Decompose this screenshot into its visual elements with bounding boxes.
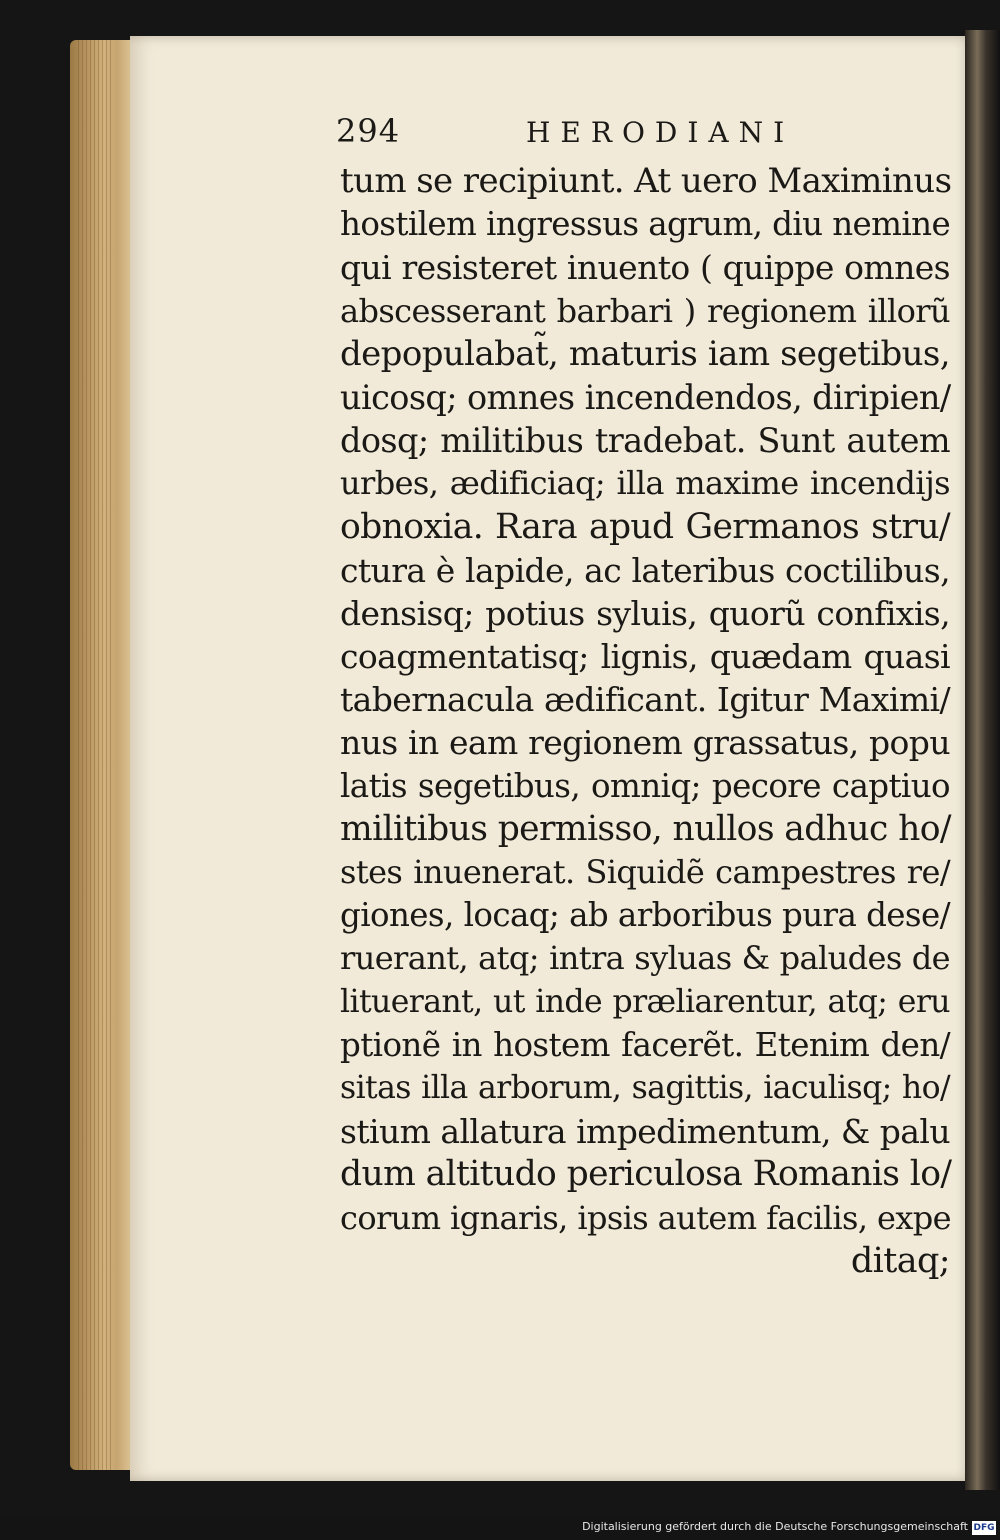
text-line: abscesserant barbari ) regionem illorũ <box>340 291 950 330</box>
text-line: hostilem ingressus agrum, diu nemine <box>340 205 951 244</box>
text-line: tabernacula ædificant. Igitur Maximi/ <box>340 680 950 720</box>
text-line: sitas illa arborum, sagittis, iaculisq; ho/ <box>340 1069 950 1106</box>
text-line: militibus permisso, nullos adhuc ho/ <box>340 808 951 849</box>
running-title: HERODIANI <box>526 116 795 149</box>
text-line: latis segetibus, omniq; pecore captiuo <box>340 766 950 805</box>
text-line: dosq; militibus tradebat. Sunt autem <box>340 421 950 461</box>
text-line: stium allatura impedimentum, & palu <box>340 1112 950 1152</box>
text-line: dum altitudo periculosa Romanis lo/ <box>340 1154 952 1195</box>
page-number: 294 <box>336 112 401 150</box>
text-line: stes inuenerat. Siquidẽ campestres re/ <box>340 853 950 891</box>
text-line: coagmentatisq; lignis, quædam quasi <box>340 637 950 677</box>
text-line: ruerant, atq; intra syluas & paludes de <box>340 939 950 978</box>
text-line: tum se recipiunt. At uero Maximinus <box>340 161 952 201</box>
text-line: ctura è lapide, ac lateribus coctilibus, <box>340 550 950 590</box>
text-line: ptionẽ in hostem facerẽt. Etenim den/ <box>340 1025 950 1064</box>
catchword: ditaq; <box>850 1240 950 1281</box>
dfg-logo: DFG <box>973 1523 995 1533</box>
text-line: giones, locaq; ab arboribus pura dese/ <box>340 896 950 935</box>
text-line: qui resisteret inuento ( quippe omnes <box>340 248 950 288</box>
funding-credit: Digitalisierung gefördert durch die Deutsche Forschungsgemeinschaft <box>582 1520 968 1533</box>
text-line: lituerant, ut inde præliarentur, atq; eru <box>340 983 950 1020</box>
text-line: uicosq; omnes incendendos, diripien/ <box>340 377 951 417</box>
running-head <box>336 112 956 156</box>
text-line: corum ignaris, ipsis autem facilis, expe <box>340 1198 952 1237</box>
text-line: nus in eam regionem grassatus, popu <box>340 723 950 763</box>
text-line: obnoxia. Rara apud Germanos stru/ <box>340 506 950 547</box>
text-line: depopulabat̃, maturis iam segetibus, <box>340 333 950 374</box>
text-line: urbes, ædificiaq; illa maxime incendijs <box>340 464 950 503</box>
footer-bar <box>0 1518 1000 1540</box>
book-spine-shadow <box>965 30 1000 1490</box>
body-text <box>340 160 950 1283</box>
text-line: densisq; potius syluis, quorũ confixis, <box>340 593 950 633</box>
